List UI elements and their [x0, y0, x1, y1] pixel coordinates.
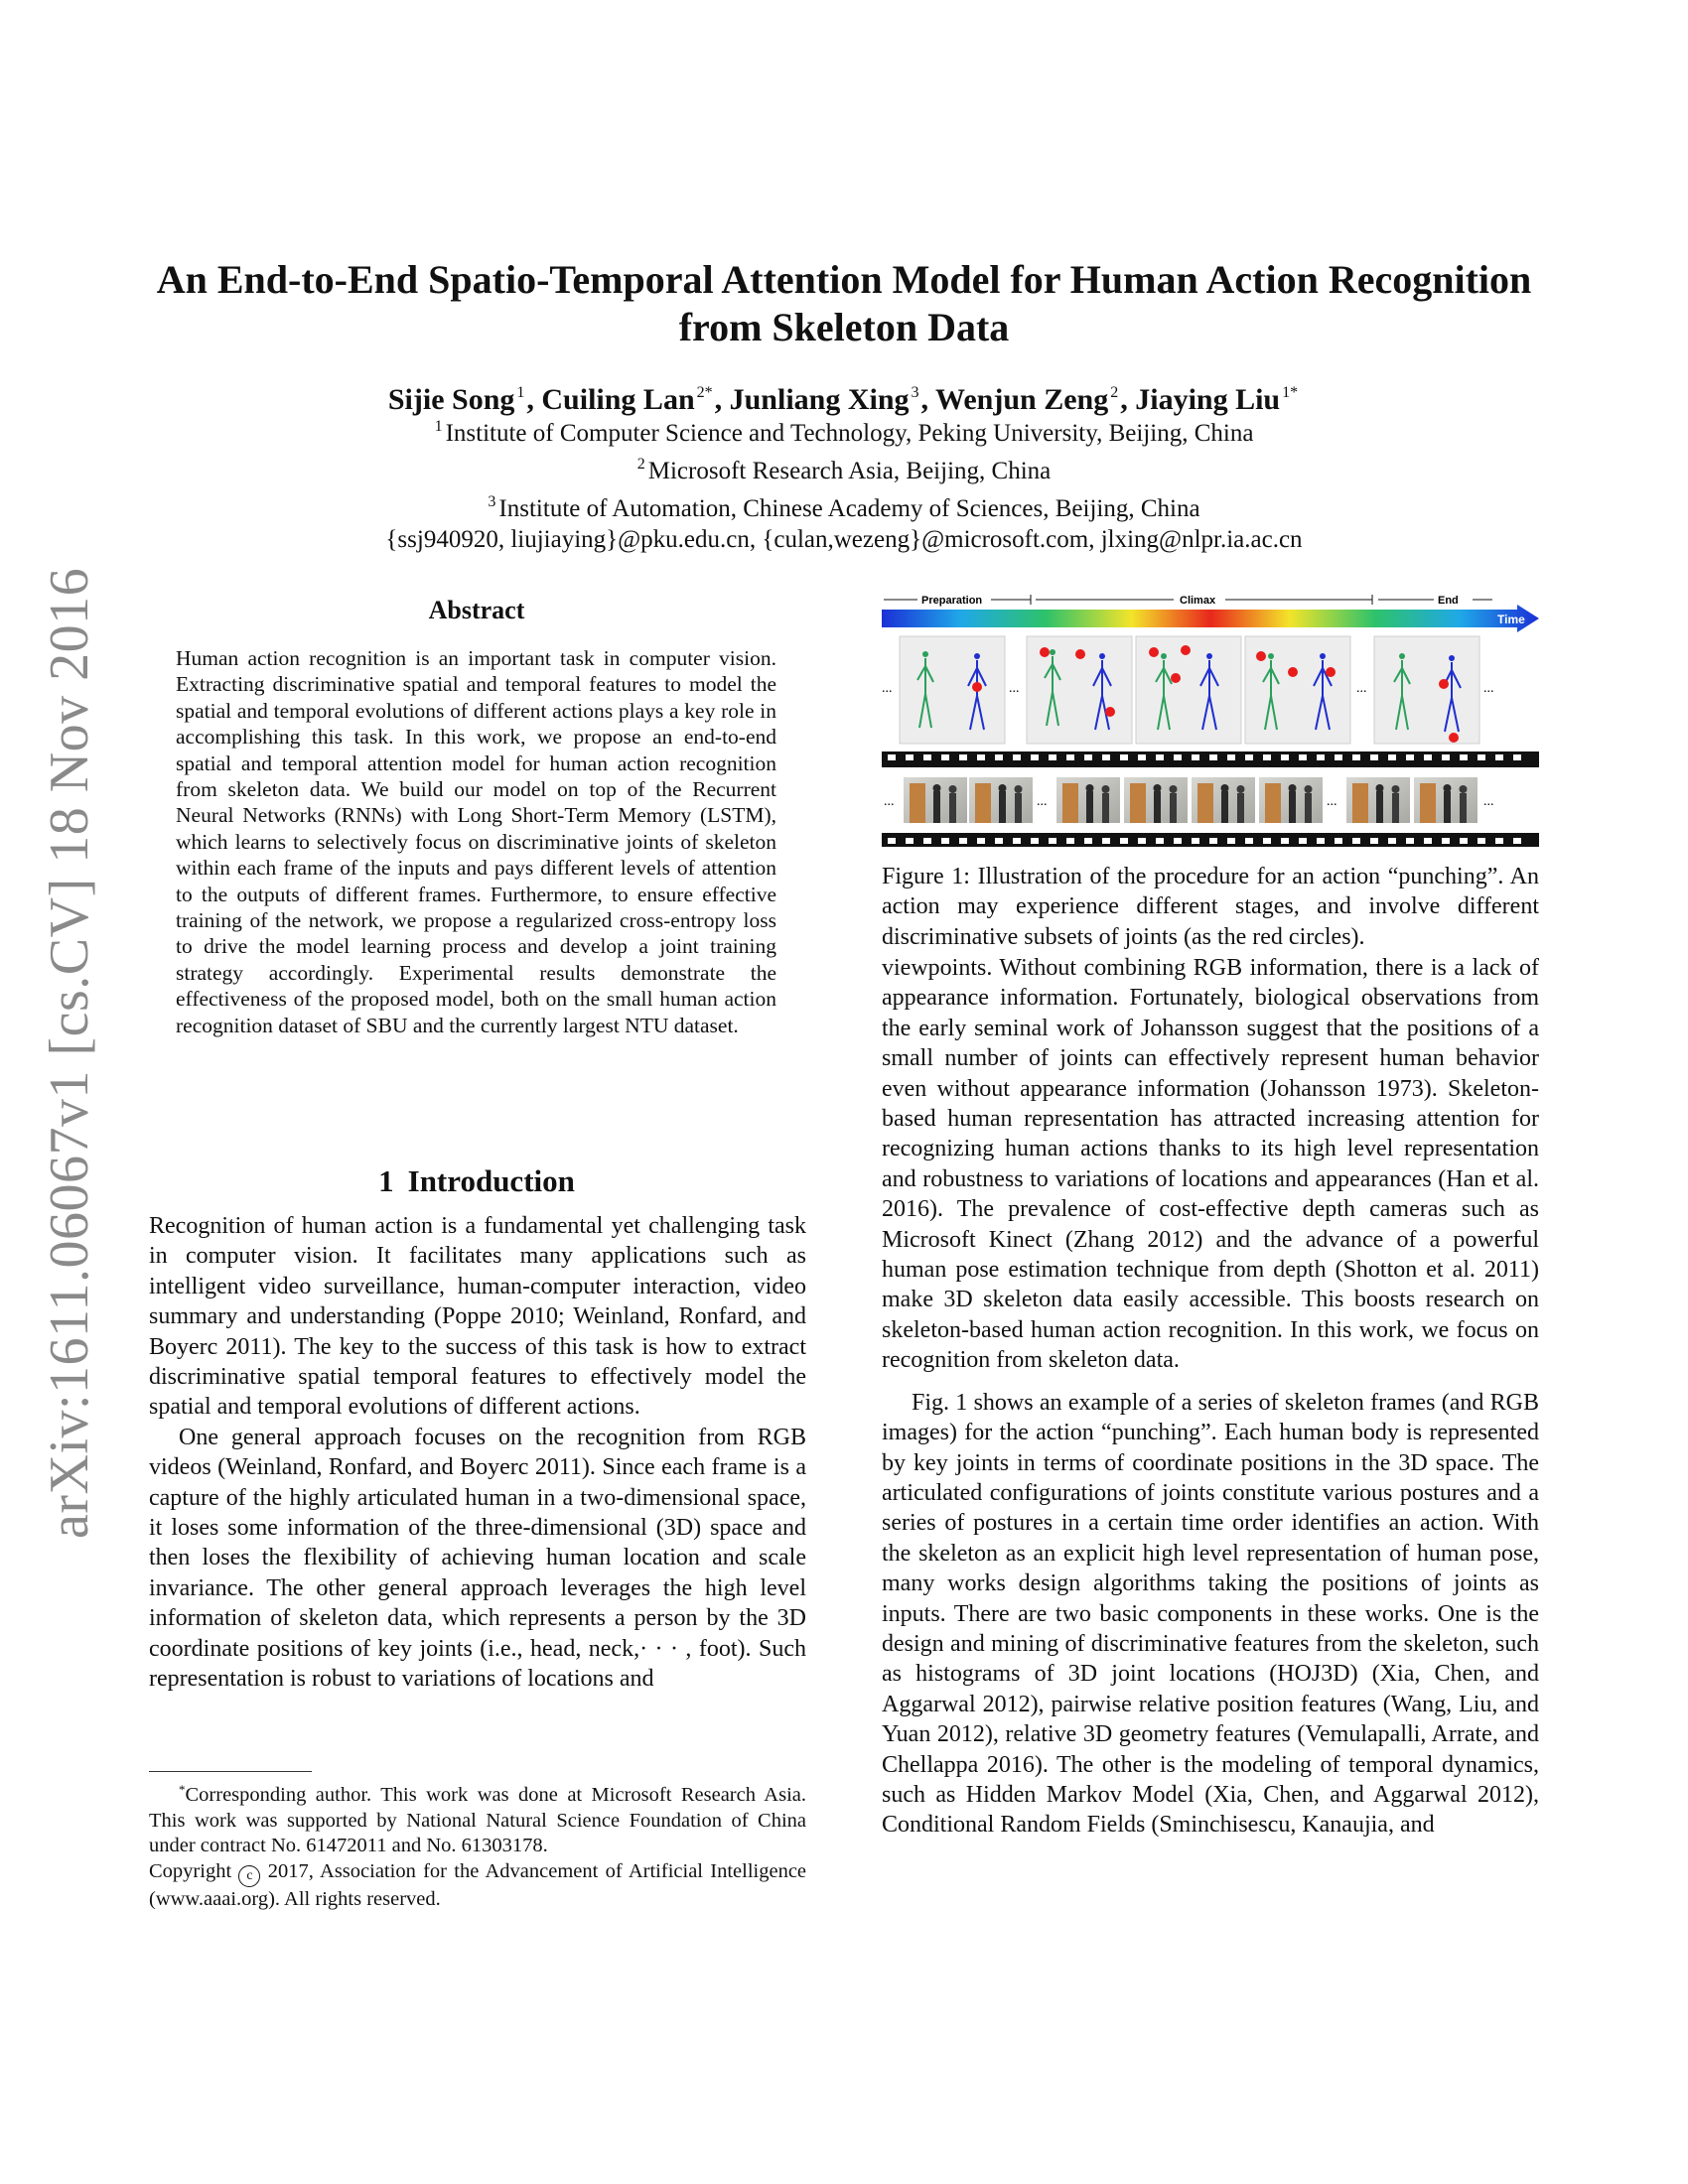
section-number: 1 [378, 1163, 394, 1198]
right-column-body [882, 953, 1539, 1841]
body-paragraph: One general approach focuses on the recognition from RGB videos (Weinland, Ronfard, and Boyerc 2011). Since each frame is a capture of the highly articulated human in a two-dimensional space, it loses some information of the three-dimensional (3D) space and then loses the flexibility of achieving human location and scale invariance. The other general approach leverages the high level information of skeleton data, which represents a person by the 3D coordinate positions of key joints (i.e., head, neck,· · · , foot). Such representation is robust to variations of locations and [149, 1424, 806, 1693]
copyright-notice [149, 1859, 806, 1913]
author-name: Junliang Xing [729, 383, 910, 416]
figure-1 [882, 593, 1539, 853]
figure-1-caption: Figure 1: Illustration of the procedure for an action “punching”. An action may experience different stages, and involve different discriminative subsets of joints (as the red circles). [882, 864, 1539, 950]
ellipsis: ... [1483, 794, 1494, 809]
figure-1-graphic [882, 593, 1539, 853]
author-mark: 3 [911, 384, 919, 401]
paper-title [129, 256, 1559, 351]
body-paragraph: Fig. 1 shows an example of a series of skeleton frames (and RGB images) for the action “punching”. Each human body is represented by key joints in terms of coordinate positions in the 3D space. The articulated configurations of joints constitute various postures and a series of postures in a certain time order identifies an action. With the skeleton as an explicit high level representation of human pose, many works design algorithms taking the positions of joints as inputs. There are two basic components in these works. One is the design and mining of discriminative features from the skeleton, such as histograms of 3D joint locations (HOJ3D) (Xia, Chen, and Aggarwal 2012), pairwise relative position features (Wang, Liu, and Yuan 2012), relative 3D geometry features (Vemulapalli, Arrate, and Chellappa 2016). The other is the modeling of temporal dynamics, such as Hidden Markov Model (Xia, Chen, and Aggarwal 2012), Conditional Random Fields (Sminchisescu, Kanaujia, and [882, 1389, 1539, 1839]
time-label: Time [1497, 613, 1525, 626]
left-column-body [149, 1211, 806, 1695]
affiliation [129, 486, 1559, 524]
abstract-heading: Abstract [428, 596, 525, 624]
author-mark: 1 [516, 384, 525, 401]
stage-label-end: End [1438, 595, 1459, 607]
affiliation-mark: 2 [636, 456, 645, 473]
footnote-text [149, 1777, 806, 1859]
section-title: Introduction [407, 1163, 575, 1198]
affiliation-text: Institute of Computer Science and Technology, Peking University, Beijing, China [445, 420, 1254, 447]
footnote-mark: * [179, 1782, 186, 1797]
author-name: Sijie Song [387, 383, 515, 416]
ellipsis: ... [1037, 794, 1048, 809]
author-mark: 2* [696, 384, 713, 401]
author-list: Sijie Song $^1$, Cuiling Lan $^{2*}$, Junliang Xing $^3$, Wenjun Zeng $^2$, Jiaying Liu $^{1*}$ [387, 383, 1299, 416]
copyright-icon: c [238, 1865, 260, 1887]
title-line-2: from Skeleton Data [678, 305, 1010, 349]
author-name: Jiaying Liu [1135, 383, 1281, 416]
affiliation-text: Institute of Automation, Chinese Academy of Sciences, Beijing, China [498, 495, 1200, 522]
author-mark: 1* [1282, 384, 1299, 401]
body-paragraph: Recognition of human action is a fundamental yet challenging task in computer vision. It facilitates many applications such as intelligent video surveillance, human-computer interaction, video summary and understanding (Poppe 2010; Weinland, Ronfard, and Boyerc 2011). The key to the success of this task is how to extract discriminative spatial temporal features to effectively model the spatial and temporal evolutions of different actions. [149, 1213, 806, 1421]
author-name: Wenjun Zeng [935, 383, 1109, 416]
ellipsis: ... [882, 681, 893, 696]
rgb-film-strip [882, 751, 1539, 847]
footnote-body: Corresponding author. This work was done at Microsoft Research Asia. This work was supported by National Natural Science Foundation of China under contract No. 61472011 and No. 61303178. [149, 1784, 806, 1857]
stage-label-preparation: Preparation [921, 595, 983, 607]
arxiv-identifier: arXiv:1611.06067v1 [cs.CV] 18 Nov 2016 [39, 567, 100, 1539]
affiliation-text: Microsoft Research Asia, Beijing, China [647, 458, 1052, 484]
affiliation-list [129, 411, 1559, 555]
author-name: Cuiling Lan [541, 383, 695, 416]
footnote [149, 1777, 806, 1912]
abstract-text: Human action recognition is an important task in computer vision. Extracting discriminative spatial and temporal features to model the spatial and temporal evolutions of different actions plays a key role in accomplishing this task. In this work, we propose an end-to-end spatial and temporal attention model for human action recognition from skeleton data. We build our model on top of the Recurrent Neural Networks (RNNs) with Long Short-Term Memory (LSTM), which learns to selectively focus on discriminative joints of skeleton within each frame of the inputs and pays different levels of attention to the outputs of different frames. Furthermore, to ensure effective training of the network, we propose a regularized cross-entropy loss to drive the model learning process and develop a joint training strategy accordingly. Experimental results demonstrate the effectiveness of the proposed model, both on the small human action recognition dataset of SBU and the currently largest NTU dataset. [176, 646, 776, 1037]
author-emails: {ssj940920, liujiaying}@pku.edu.cn, {culan,wezeng}@microsoft.com, jlxing@nlpr.ia.ac.cn [385, 526, 1303, 553]
title-line-1: An End-to-End Spatio-Temporal Attention Model for Human Action Recognition [156, 257, 1532, 302]
ellipsis: ... [1483, 681, 1494, 696]
copyright-text: 2017, Association for the Advancement of Artificial Intelligence (www.aaai.org). All rights reserved. [149, 1859, 807, 1910]
footnote-rule [149, 1771, 312, 1772]
section-heading-introduction [149, 1163, 804, 1199]
affiliation-mark: 1 [434, 418, 443, 435]
affiliation [129, 449, 1559, 486]
ellipsis: ... [1356, 681, 1367, 696]
author-mark: 2 [1110, 384, 1119, 401]
ellipsis: ... [884, 794, 895, 809]
body-paragraph: viewpoints. Without combining RGB information, there is a lack of appearance information. Fortunately, biological observations from the early seminal work of Johansson suggest that the positions of a small number of joints can effectively represent human behavior even without appearance information (Johansson 1973). Skeleton-based human representation has attracted increasing attention for recognizing human actions thanks to its high level representation and robustness to variations of locations and appearances (Han et al. 2016). The prevalence of cost-effective depth cameras such as Microsoft Kinect (Zhang 2012) and the advance of a powerful human pose estimation technique from depth (Shotton et al. 2011) make 3D skeleton data easily accessible. This boosts research on skeleton-based human action recognition. In this work, we focus on recognition from skeleton data. [882, 955, 1539, 1374]
stage-label-climax: Climax [1180, 595, 1216, 607]
time-arrow [882, 605, 1539, 632]
affiliation-mark: 3 [488, 493, 496, 510]
skeleton-frames [882, 636, 1494, 744]
copyright-label: Copyright [149, 1859, 232, 1882]
affiliation [129, 411, 1559, 449]
ellipsis: ... [1009, 681, 1020, 696]
ellipsis: ... [1327, 794, 1337, 809]
